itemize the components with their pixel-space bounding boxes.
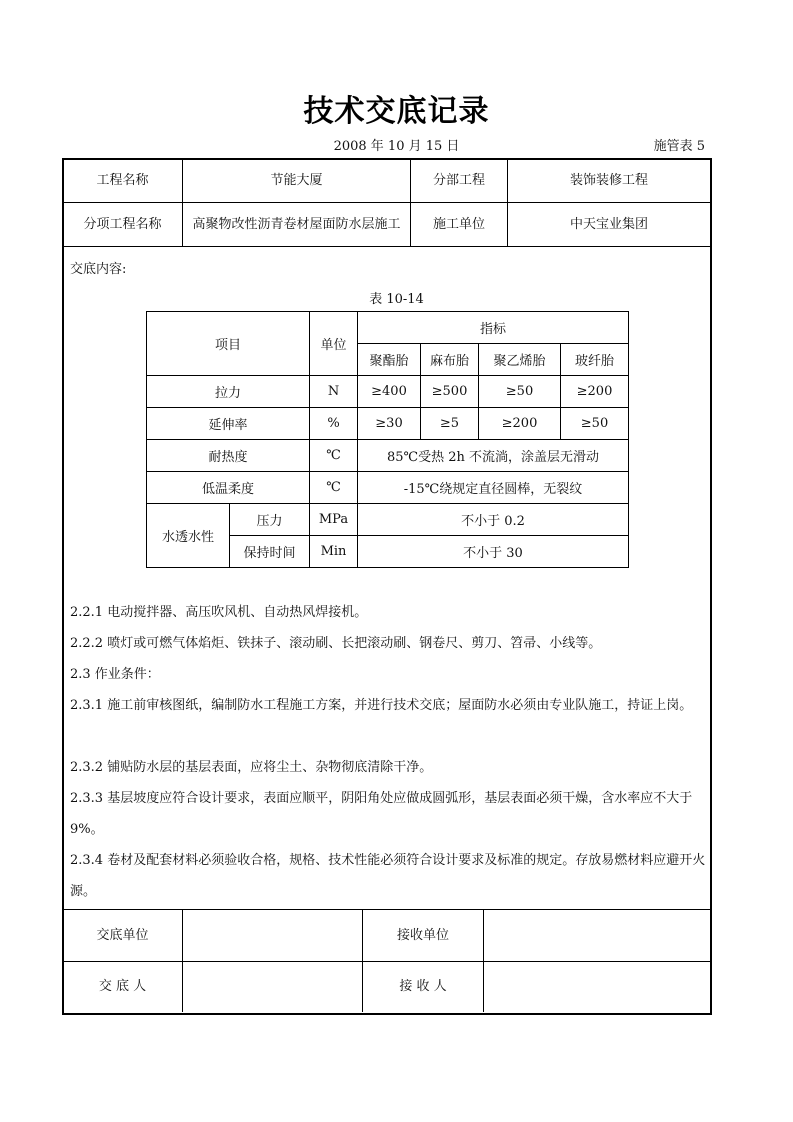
issuing-unit-label: 交底单位: [96, 927, 149, 943]
row-value: ≥50: [479, 376, 561, 408]
row-value: ≥500: [421, 376, 479, 408]
form-number: 施管表 5: [653, 139, 705, 154]
document-date: 2008 年 10 月 15 日: [333, 139, 460, 154]
receiver-field[interactable]: [484, 962, 710, 1012]
division-label: 分部工程: [432, 172, 485, 188]
row-value: ≥400: [358, 376, 421, 408]
row-unit: %: [310, 408, 358, 440]
spec-table: [146, 311, 629, 568]
row-value: ≥200: [561, 376, 629, 408]
header-sub: 玻纤胎: [561, 344, 629, 376]
row-merged-value: 不小于 0.2: [358, 504, 629, 536]
content-label: 交底内容:: [70, 262, 127, 277]
subdivision-value: 高聚物改性沥青卷材屋面防水层施工: [192, 216, 401, 232]
paragraph: 2.3 作业条件：: [70, 667, 160, 682]
header-item: 项目: [147, 312, 310, 376]
subdivision-label: 分项工程名称: [83, 216, 162, 232]
row-unit: ℃: [310, 440, 358, 472]
row-unit: MPa: [310, 504, 358, 536]
divider: [63, 246, 710, 247]
project-name-value: 节能大厦: [270, 172, 323, 188]
paragraph: 2.3.1 施工前审核图纸，编制防水工程施工方案，并进行技术交底；屋面防水必须由专业队施工，持证上岗。: [70, 698, 693, 713]
receiver-label: 接 收 人: [399, 979, 447, 994]
header-indicator: 指标: [358, 312, 629, 344]
paragraph: 2.3.2 铺贴防水层的基层表面，应将尘土、杂物彻底清除干净。: [70, 760, 433, 775]
header-sub: 麻布胎: [421, 344, 479, 376]
contractor-value: 中天宝业集团: [569, 216, 648, 232]
row-item: 低温柔度: [147, 472, 310, 504]
row-item: 延伸率: [147, 408, 310, 440]
receiving-unit-field[interactable]: [484, 910, 710, 961]
row-unit: Min: [310, 536, 358, 568]
issuer-field[interactable]: [183, 962, 362, 1012]
paragraph: 2.3.4 卷材及配套材料必须验收合格，规格、技术性能必须符合设计要求及标准的规定。存放易燃材料应避开火源。: [70, 853, 706, 899]
table-row: [147, 472, 629, 504]
row-item: 耐热度: [147, 440, 310, 472]
table-row: [147, 504, 629, 536]
row-value: ≥50: [561, 408, 629, 440]
header-sub: 聚乙烯胎: [479, 344, 561, 376]
header-unit: 单位: [310, 312, 358, 376]
water-group-label: 水透水性: [147, 504, 230, 568]
paragraph: 2.2.2 喷灯或可燃气体焰炬、铁抹子、滚动刷、长把滚动刷、钢卷尺、剪刀、笤帚、小线等。: [70, 636, 602, 651]
row-item: 保持时间: [230, 536, 310, 568]
row-value: ≥30: [358, 408, 421, 440]
row-value: ≥5: [421, 408, 479, 440]
row-value: ≥200: [479, 408, 561, 440]
row-unit: N: [310, 376, 358, 408]
row-item: 拉力: [147, 376, 310, 408]
issuer-label: 交 底 人: [98, 979, 147, 994]
row-unit: ℃: [310, 472, 358, 504]
paragraph: 2.2.1 电动搅拌器、高压吹风机、自动热风焊接机。: [70, 605, 368, 620]
issuing-unit-field[interactable]: [183, 910, 362, 961]
table-caption: 表 10-14: [369, 292, 424, 307]
header-sub: 聚酯胎: [358, 344, 421, 376]
division-value: 装饰装修工程: [569, 172, 648, 188]
document-title: 技术交底记录: [303, 94, 490, 129]
table-row: [147, 408, 629, 440]
project-name-label: 工程名称: [96, 172, 149, 188]
contractor-label: 施工单位: [432, 216, 485, 232]
row-merged-value: -15℃绕规定直径圆棒，无裂纹: [358, 472, 629, 504]
row-merged-value: 不小于 30: [358, 536, 629, 568]
table-row: [147, 440, 629, 472]
paragraph: 2.3.3 基层坡度应符合设计要求，表面应顺平，阴阳角处应做成圆弧形，基层表面必须干燥，含水率应不大于 9%。: [70, 791, 693, 837]
row-merged-value: 85℃受热 2h 不流淌，涂盖层无滑动: [358, 440, 629, 472]
table-row: [147, 376, 629, 408]
row-item: 压力: [230, 504, 310, 536]
receiving-unit-label: 接收单位: [396, 927, 449, 943]
